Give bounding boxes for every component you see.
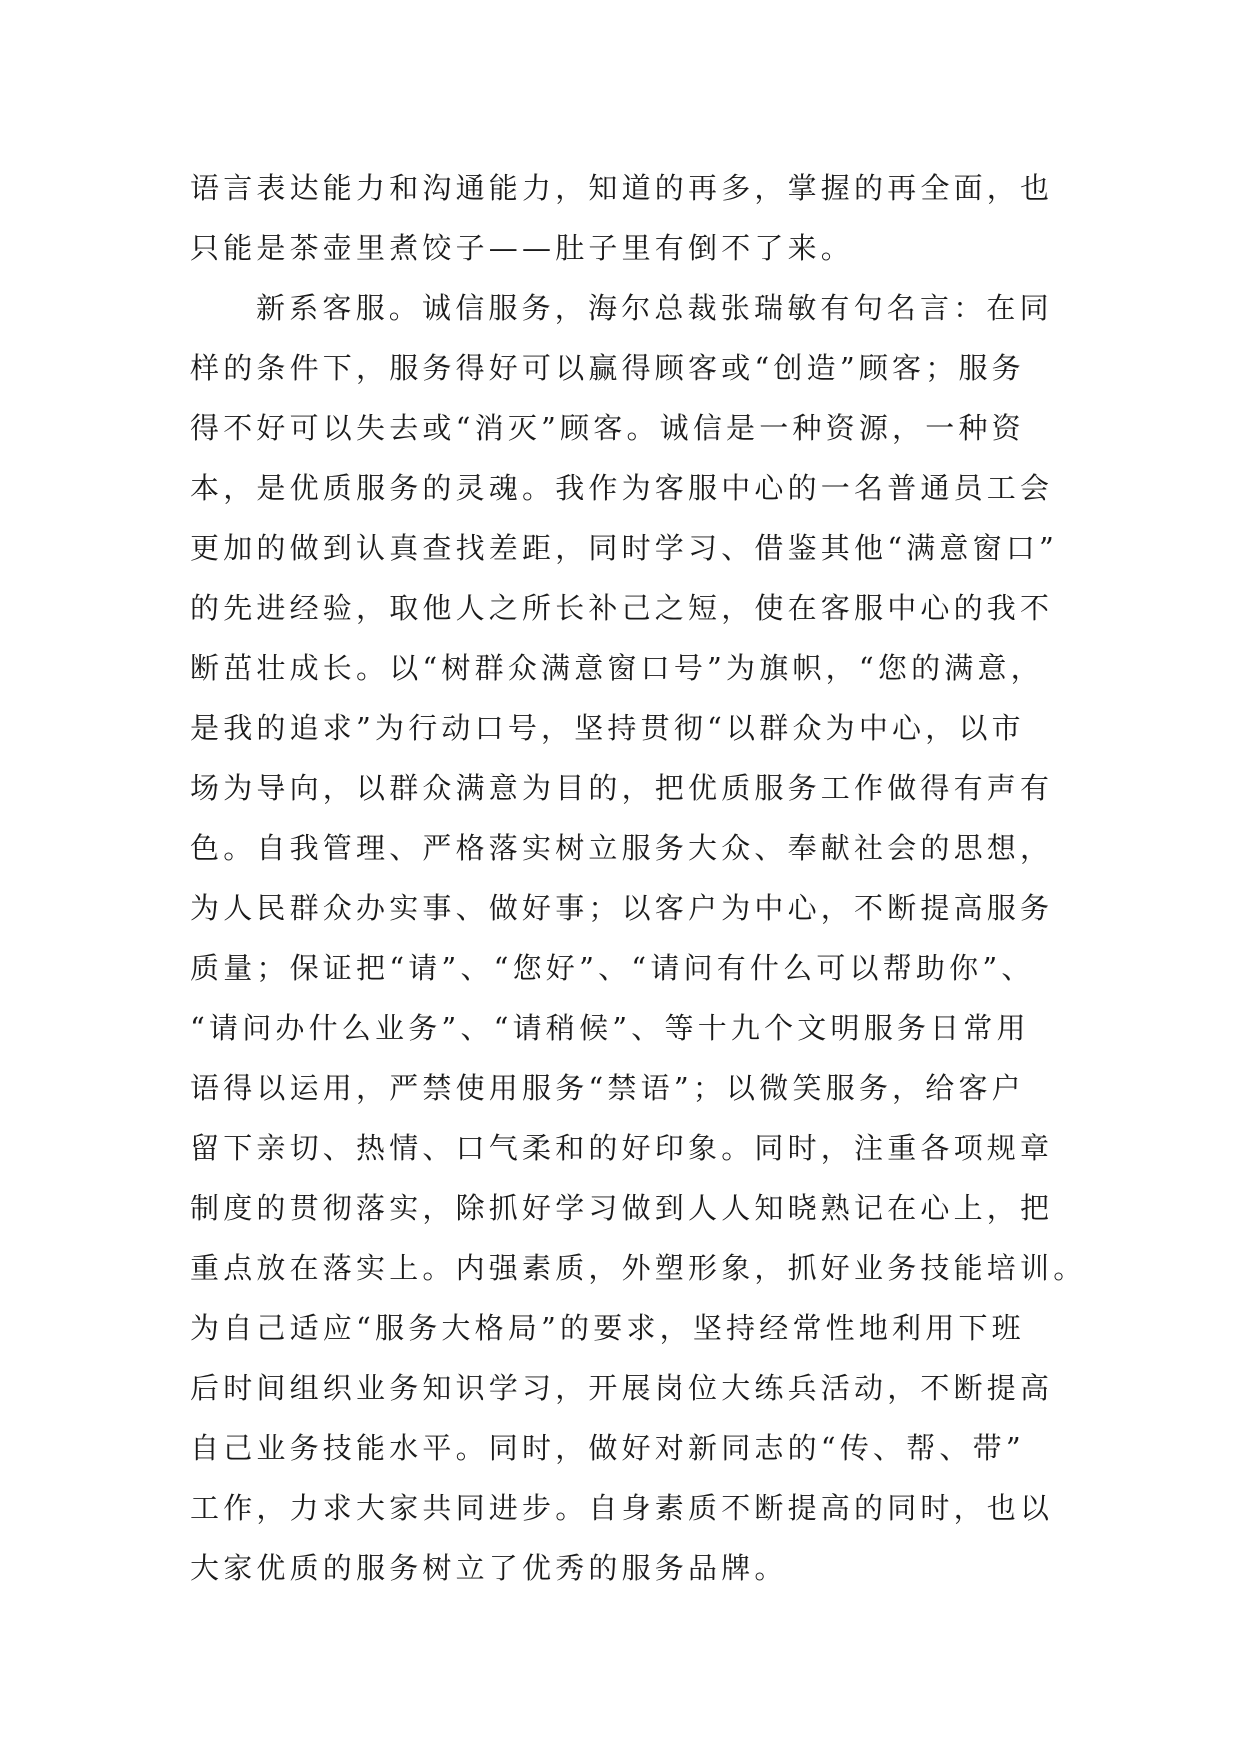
text-line: 得不好可以失去或“消灭”顾客。诚信是一种资源，一种资 (190, 411, 1025, 445)
text-line: 制度的贯彻落实，除抓好学习做到人人知晓熟记在心上，把 (190, 1191, 1054, 1225)
text-line: 的先进经验，取他人之所长补己之短，使在客服中心的我不 (190, 591, 1054, 625)
text-line: 后时间组织业务知识学习，开展岗位大练兵活动，不断提高 (190, 1371, 1054, 1405)
text-line: 更加的做到认真查找差距，同时学习、借鉴其他“满意窗口” (190, 531, 1059, 565)
text-line: 断茁壮成长。以“树群众满意窗口号”为旗帜，“您的满意， (190, 651, 1044, 685)
text-line: 只能是茶壶里煮饺子——肚子里有倒不了来。 (190, 231, 855, 265)
text-line: 大家优质的服务树立了优秀的服务品牌。 (190, 1551, 788, 1585)
document-body (190, 158, 1087, 1598)
paragraph-first-line: 新系客服。诚信服务，海尔总裁张瑞敏有句名言：在同 (256, 291, 1053, 325)
text-line: 为自己适应“服务大格局”的要求，坚持经常性地利用下班 (190, 1311, 1025, 1345)
text-line: 是我的追求”为行动口号，坚持贯彻“以群众为中心，以市 (190, 711, 1025, 745)
text-line: 色。自我管理、严格落实树立服务大众、奉献社会的思想， (190, 831, 1054, 865)
text-line: 样的条件下，服务得好可以赢得顾客或“创造”顾客；服务 (190, 351, 1025, 385)
text-line: 为人民群众办实事、做好事；以客户为中心，不断提高服务 (190, 891, 1054, 925)
text-line: 本，是优质服务的灵魂。我作为客服中心的一名普通员工会 (190, 471, 1054, 505)
text-line: 工作，力求大家共同进步。自身素质不断提高的同时，也以 (190, 1491, 1054, 1525)
text-line: 语言表达能力和沟通能力，知道的再多，掌握的再全面，也 (190, 171, 1054, 205)
text-line: 质量；保证把“请”、“您好”、“请问有什么可以帮助你”、 (190, 951, 1035, 985)
text-line: “请问办什么业务”、“请稍候”、等十九个文明服务日常用 (190, 1011, 1030, 1045)
text-line: 自己业务技能水平。同时，做好对新同志的“传、帮、带” (190, 1431, 1025, 1465)
text-line: 重点放在落实上。内强素质，外塑形象，抓好业务技能培训。 (190, 1251, 1087, 1285)
text-line: 场为导向，以群众满意为目的，把优质服务工作做得有声有 (190, 771, 1054, 805)
text-line: 语得以运用，严禁使用服务“禁语”；以微笑服务，给客户 (190, 1071, 1025, 1105)
text-line: 留下亲切、热情、口气柔和的好印象。同时，注重各项规章 (190, 1131, 1054, 1165)
